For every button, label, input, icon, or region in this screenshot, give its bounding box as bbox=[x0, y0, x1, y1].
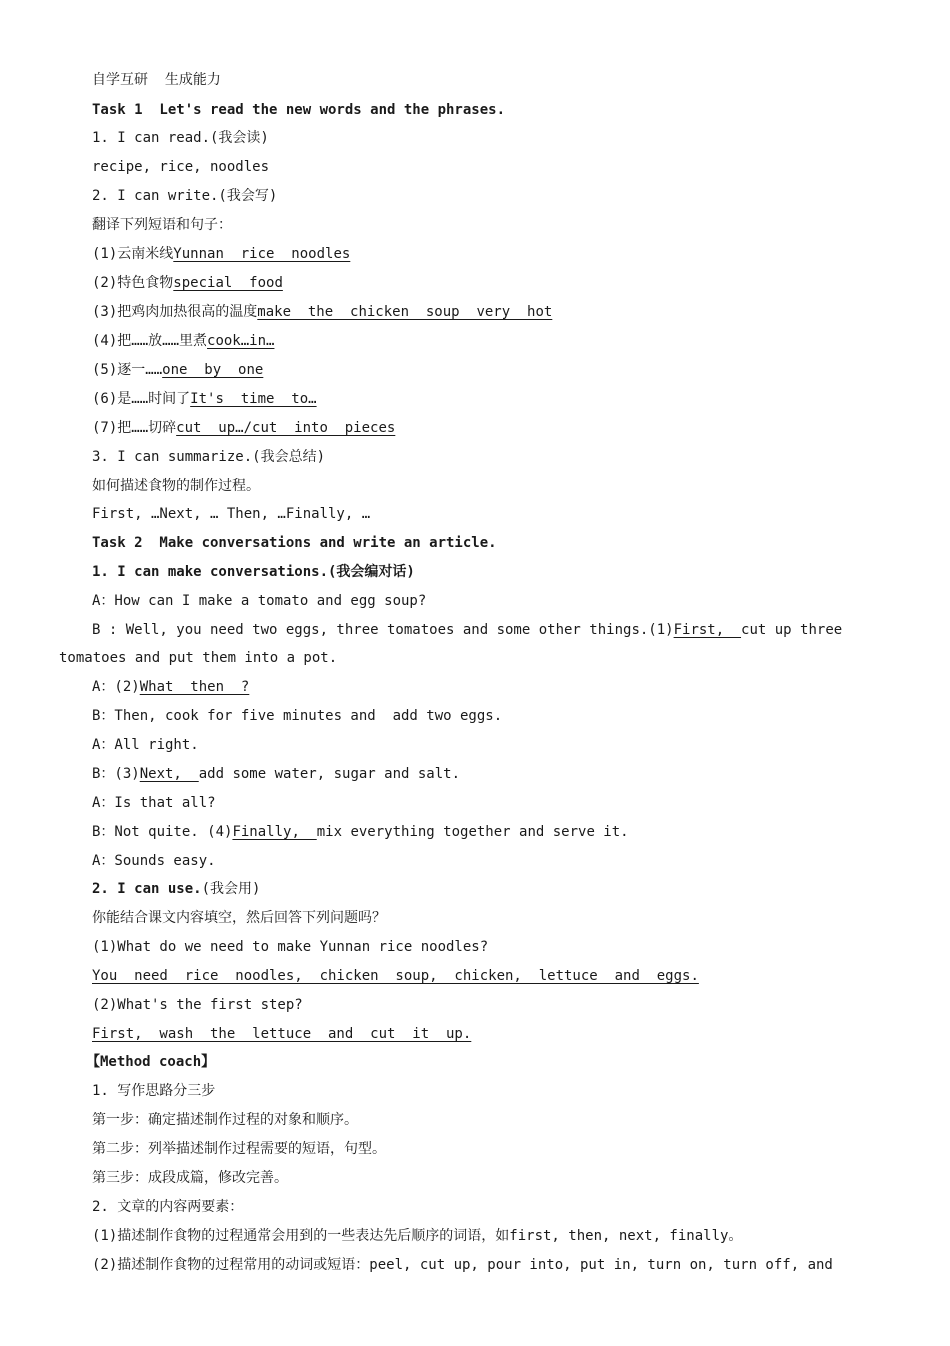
dialog-blank: What then ? bbox=[139, 679, 250, 695]
phrase-answer: make the chicken soup very hot bbox=[257, 304, 553, 320]
phrase-row bbox=[92, 389, 317, 409]
task1-item3-answer: First, …Next, … Then, …Finally, … bbox=[92, 506, 371, 522]
phrase-answer: cook…in… bbox=[207, 333, 275, 349]
task2-title: Task 2 Make conversations and write an article. bbox=[92, 535, 497, 551]
dialog-line: A：Is that all? bbox=[92, 795, 216, 811]
dialog-line bbox=[92, 822, 629, 842]
section-title: 自学互研 生成能力 bbox=[92, 72, 221, 88]
label-cn: (我会用) bbox=[201, 881, 261, 897]
dialog-text: cut up three bbox=[741, 622, 843, 638]
dialog-text: B : Well, you need two eggs, three tomatoes and some other things.(1) bbox=[92, 622, 674, 638]
phrase-row bbox=[92, 244, 350, 264]
dialog-text: add some water, sugar and salt. bbox=[198, 766, 461, 782]
phrase-row bbox=[92, 273, 283, 293]
phrase-row bbox=[92, 331, 274, 351]
method-point: (2)描述制作食物的过程常用的动词或短语：peel, cut up, pour into, put in, turn on, turn off, and bbox=[92, 1257, 833, 1273]
method-step: 第一步：确定描述制作过程的对象和顺序。 bbox=[92, 1112, 358, 1128]
phrase-prompt: (1)云南米线 bbox=[92, 246, 174, 262]
method-step: 第三步：成段成篇，修改完善。 bbox=[92, 1170, 288, 1186]
dialog-line bbox=[92, 620, 892, 640]
phrase-prompt: (2)特色食物 bbox=[92, 275, 174, 291]
question: (1)What do we need to make Yunnan rice noodles? bbox=[92, 939, 489, 955]
task1-item3-label: 3. I can summarize.(我会总结) bbox=[92, 449, 326, 465]
dialog-text: B：Not quite. (4) bbox=[92, 824, 233, 840]
phrase-row bbox=[92, 360, 263, 380]
method-item2: 2. 文章的内容两要素： bbox=[92, 1199, 244, 1215]
task1-item3-question: 如何描述食物的制作过程。 bbox=[92, 478, 260, 494]
phrase-answer: one by one bbox=[162, 362, 264, 378]
dialog-line: B：Then, cook for five minutes and add two eggs. bbox=[92, 708, 503, 724]
answer: You need rice noodles, chicken soup, chicken, lettuce and eggs. bbox=[92, 968, 699, 984]
phrase-row bbox=[92, 418, 395, 438]
dialog-line bbox=[92, 764, 460, 784]
dialog-blank: First, bbox=[673, 622, 742, 638]
dialog-text: B：(3) bbox=[92, 766, 140, 782]
task1-item1-words: recipe, rice, noodles bbox=[92, 159, 270, 175]
dialog-line: tomatoes and put them into a pot. bbox=[59, 650, 338, 666]
dialog-text: mix everything together and serve it. bbox=[316, 824, 629, 840]
method-step: 第二步：列举描述制作过程需要的短语，句型。 bbox=[92, 1141, 386, 1157]
phrase-answer: special food bbox=[173, 275, 283, 291]
phrase-prompt: (6)是……时间了 bbox=[92, 391, 191, 407]
task1-item1-label: 1. I can read.(我会读) bbox=[92, 130, 269, 146]
method-item1: 1. 写作思路分三步 bbox=[92, 1083, 216, 1099]
phrase-answer: It's time to… bbox=[190, 391, 317, 407]
task2-item2-instruction: 你能结合课文内容填空，然后回答下列问题吗？ bbox=[92, 910, 386, 926]
phrase-prompt: (4)把……放……里煮 bbox=[92, 333, 208, 349]
phrase-prompt: (7)把……切碎 bbox=[92, 420, 177, 436]
phrase-prompt: (5)逐一…… bbox=[92, 362, 163, 378]
answer: First, wash the lettuce and cut it up. bbox=[92, 1026, 472, 1042]
task1-item2-label: 2. I can write.(我会写) bbox=[92, 188, 278, 204]
task1-title: Task 1 Let's read the new words and the phrases. bbox=[92, 102, 506, 118]
dialog-line: A：All right. bbox=[92, 737, 199, 753]
phrase-answer: Yunnan rice noodles bbox=[173, 246, 351, 262]
dialog-text: A：(2) bbox=[92, 679, 140, 695]
question: (2)What's the first step? bbox=[92, 997, 303, 1013]
phrase-answer: cut up…/cut into pieces bbox=[176, 420, 396, 436]
dialog-line: A：How can I make a tomato and egg soup? bbox=[92, 593, 427, 609]
dialog-line bbox=[92, 677, 249, 697]
phrase-prompt: (3)把鸡肉加热很高的温度 bbox=[92, 304, 258, 320]
label-en: 2. I can use. bbox=[92, 881, 202, 897]
method-title: 【Method coach】 bbox=[86, 1054, 216, 1070]
dialog-blank: Finally, bbox=[232, 824, 317, 840]
phrase-row bbox=[92, 302, 552, 322]
dialog-blank: Next, bbox=[139, 766, 199, 782]
task2-item2-label bbox=[92, 879, 260, 899]
task1-item2-instruction: 翻译下列短语和句子： bbox=[92, 217, 232, 233]
dialog-line: A：Sounds easy. bbox=[92, 853, 216, 869]
method-point: (1)描述制作食物的过程通常会用到的一些表达先后顺序的词语，如first, then, next, finally。 bbox=[92, 1228, 743, 1244]
task2-item1-label: 1. I can make conversations.(我会编对话) bbox=[92, 564, 415, 580]
